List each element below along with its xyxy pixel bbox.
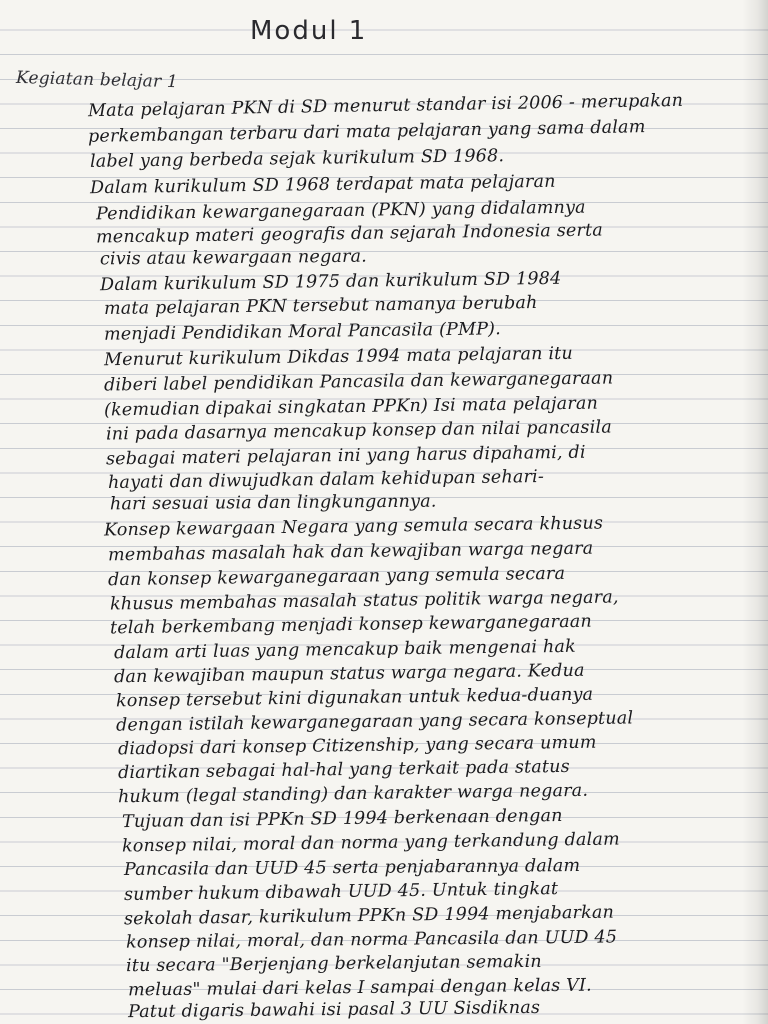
text-line: perkembangan terbaru dari mata pelajaran yang sama dalam [87, 117, 646, 147]
text-line: diberi label pendidikan Pancasila dan kewarganegaraan [103, 368, 614, 396]
text-line: Konsep kewargaan Negara yang semula secara khusus [103, 513, 604, 541]
text-line: sekolah dasar, kurikulum PPKn SD 1994 menjabarkan [123, 902, 615, 930]
text-line: Patut digaris bawahi isi pasal 3 UU Sisdiknas [127, 997, 541, 1023]
text-line: mencakup materi geografis dan sejarah Indonesia serta [95, 220, 604, 248]
text-line: sebagai materi pelajaran ini yang harus dipahami, di [105, 442, 586, 470]
text-line: Pancasila dan UUD 45 serta penjabarannya dalam [123, 856, 581, 880]
text-line: konsep tersebut kini digunakan untuk kedua-duanya [115, 684, 594, 712]
text-line: itu secara "Berjenjang berkelanjutan semakin [125, 951, 542, 977]
text-line: dan konsep kewarganegaraan yang semula secara [107, 563, 566, 591]
text-line: Dalam kurikulum SD 1968 terdapat mata pelajaran [89, 171, 556, 199]
text-line: sumber hukum dibawah UUD 45. Untuk tingkat [123, 878, 559, 906]
text-line: dan kewajiban maupun status warga negara. Kedua [113, 660, 585, 688]
text-line: Pendidikan kewarganegaraan (PKN) yang didalamnya [95, 197, 586, 225]
text-line: konsep nilai, moral dan norma yang terkandung dalam [121, 829, 620, 857]
text-line: menjadi Pendidikan Moral Pancasila (PMP). [103, 319, 502, 345]
text-line: dalam arti luas yang mencakup baik mengenai hak [113, 636, 576, 664]
page-title: Modul 1 [250, 16, 368, 46]
text-line: diadopsi dari konsep Citizenship, yang secara umum [117, 732, 597, 760]
text-line: telah berkembang menjadi konsep kewarganegaraan [109, 611, 593, 639]
text-line: ini pada dasarnya mencakup konsep dan nilai pancasila [105, 417, 613, 445]
text-line: Dalam kurikulum SD 1975 dan kurikulum SD 1984 [99, 268, 562, 296]
text-line: label yang berbeda sejak kurikulum SD 1968. [89, 146, 505, 172]
text-line: konsep nilai, moral, dan norma Pancasila dan UUD 45 [125, 927, 618, 953]
text-line: mata pelajaran PKN tersebut namanya berubah [103, 292, 538, 320]
text-line: dengan istilah kewarganegaraan yang secara konseptual [115, 708, 634, 736]
text-line: Tujuan dan isi PPKn SD 1994 berkenaan dengan [121, 805, 563, 833]
text-line: hari sesuai usia dan lingkungannya. [109, 491, 437, 515]
text-line: Menurut kurikulum Dikdas 1994 mata pelajaran itu [103, 343, 574, 371]
text-line: khusus membahas masalah status politik warga negara, [109, 587, 619, 615]
text-line: meluas" mulai dari kelas I sampai dengan kelas VI. [127, 975, 592, 1001]
text-line: (kemudian dipakai singkatan PPKn) Isi mata pelajaran [103, 393, 599, 421]
text-line: diartikan sebagai hal-hal yang terkait pada status [117, 756, 570, 784]
section-subtitle: Kegiatan belajar 1 [15, 67, 179, 93]
text-line: hayati dan diwujudkan dalam kehidupan sehari- [107, 466, 545, 494]
text-line: hukum (legal standing) dan karakter warga negara. [117, 780, 589, 808]
text-line: Mata pelajaran PKN di SD menurut standar isi 2006 - merupakan [87, 90, 684, 122]
text-line: civis atau kewargaan negara. [99, 246, 368, 270]
text-line: membahas masalah hak dan kewajiban warga negara [107, 538, 594, 566]
